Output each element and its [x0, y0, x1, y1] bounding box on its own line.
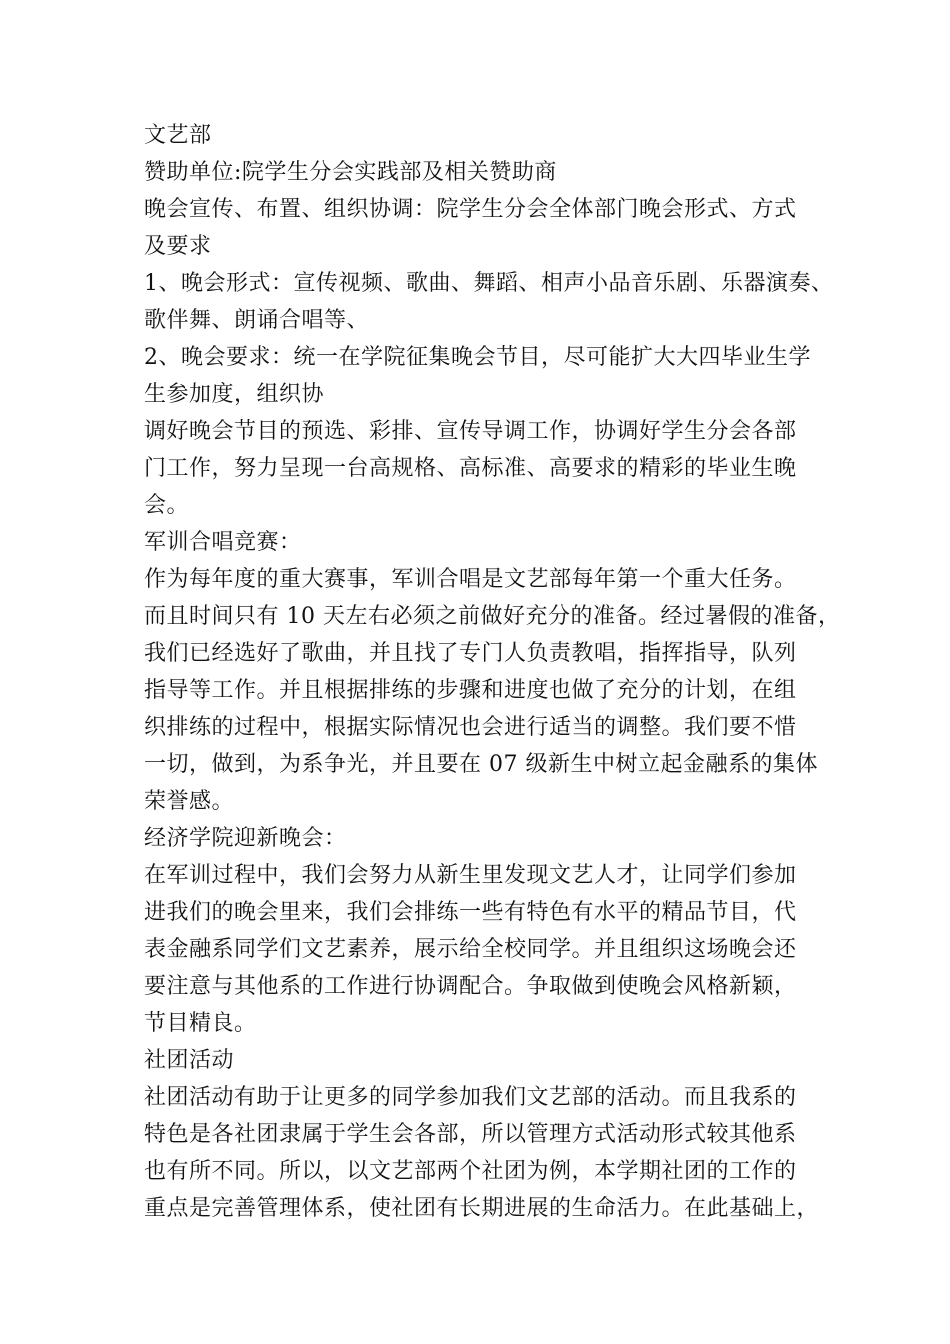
text-line: 在军训过程中，我们会努力从新生里发现文艺人才，让同学们参加	[144, 863, 797, 888]
text-line: 社团活动有助于让更多的同学参加我们文艺部的活动。而且我系的	[144, 1085, 797, 1110]
text-line: 门工作，努力呈现一台高规格、高标准、高要求的精彩的毕业生晚	[144, 456, 797, 481]
text-line: 节目精良。	[144, 1011, 257, 1036]
section-heading-welcome-party: 经济学院迎新晚会：	[144, 826, 347, 851]
text-line: 1、晚会形式：宣传视频、歌曲、舞蹈、相声小品音乐剧、乐器演奏、	[144, 271, 834, 296]
text-line: 重点是完善管理体系，使社团有长期进展的生命活力。在此基础上，	[144, 1196, 820, 1221]
text-line: 一切，做到，为系争光，并且要在 07 级新生中树立起金融系的集体	[144, 752, 818, 777]
text-line: 织排练的过程中，根据实际情况也会进行适当的调整。我们要不惜	[144, 715, 797, 740]
text-line: 而且时间只有 10 天左右必须之前做好充分的准备。经过暑假的准备，	[144, 604, 841, 629]
document-body	[144, 117, 841, 1227]
text-line: 及要求	[144, 234, 212, 259]
text-line: 进我们的晚会里来，我们会排练一些有特色有水平的精品节目，代	[144, 900, 797, 925]
text-line: 也有所不同。所以，以文艺部两个社团为例，本学期社团的工作的	[144, 1159, 797, 1184]
text-line: 特色是各社团隶属于学生会各部，所以管理方式活动形式较其他系	[144, 1122, 797, 1147]
section-heading-wenyibu: 文艺部	[144, 123, 212, 148]
text-line: 荣誉感。	[144, 789, 235, 814]
text-line: 指导等工作。并且根据排练的步骤和进度也做了充分的计划，在组	[144, 678, 797, 703]
text-line: 晚会宣传、布置、组织协调：院学生分会全体部门晚会形式、方式	[144, 197, 797, 222]
section-heading-chorus: 军训合唱竞赛：	[144, 530, 302, 555]
text-line: 表金融系同学们文艺素养，展示给全校同学。并且组织这场晚会还	[144, 937, 797, 962]
text-line: 赞助单位:院学生分会实践部及相关赞助商	[144, 160, 557, 185]
section-heading-clubs: 社团活动	[144, 1048, 235, 1073]
text-line: 歌伴舞、朗诵合唱等、	[144, 308, 370, 333]
text-line: 要注意与其他系的工作进行协调配合。争取做到使晚会风格新颖，	[144, 974, 797, 999]
text-line: 作为每年度的重大赛事，军训合唱是文艺部每年第一个重大任务。	[144, 567, 797, 592]
text-line: 会。	[144, 493, 190, 518]
text-line: 调好晚会节目的预选、彩排、宣传导调工作，协调好学生分会各部	[144, 419, 797, 444]
text-line: 2、晚会要求：统一在学院征集晚会节目，尽可能扩大大四毕业生学	[144, 345, 811, 370]
text-line: 我们已经选好了歌曲，并且找了专门人负责教唱，指挥指导，队列	[144, 641, 797, 666]
text-line: 生参加度，组织协	[144, 382, 325, 407]
